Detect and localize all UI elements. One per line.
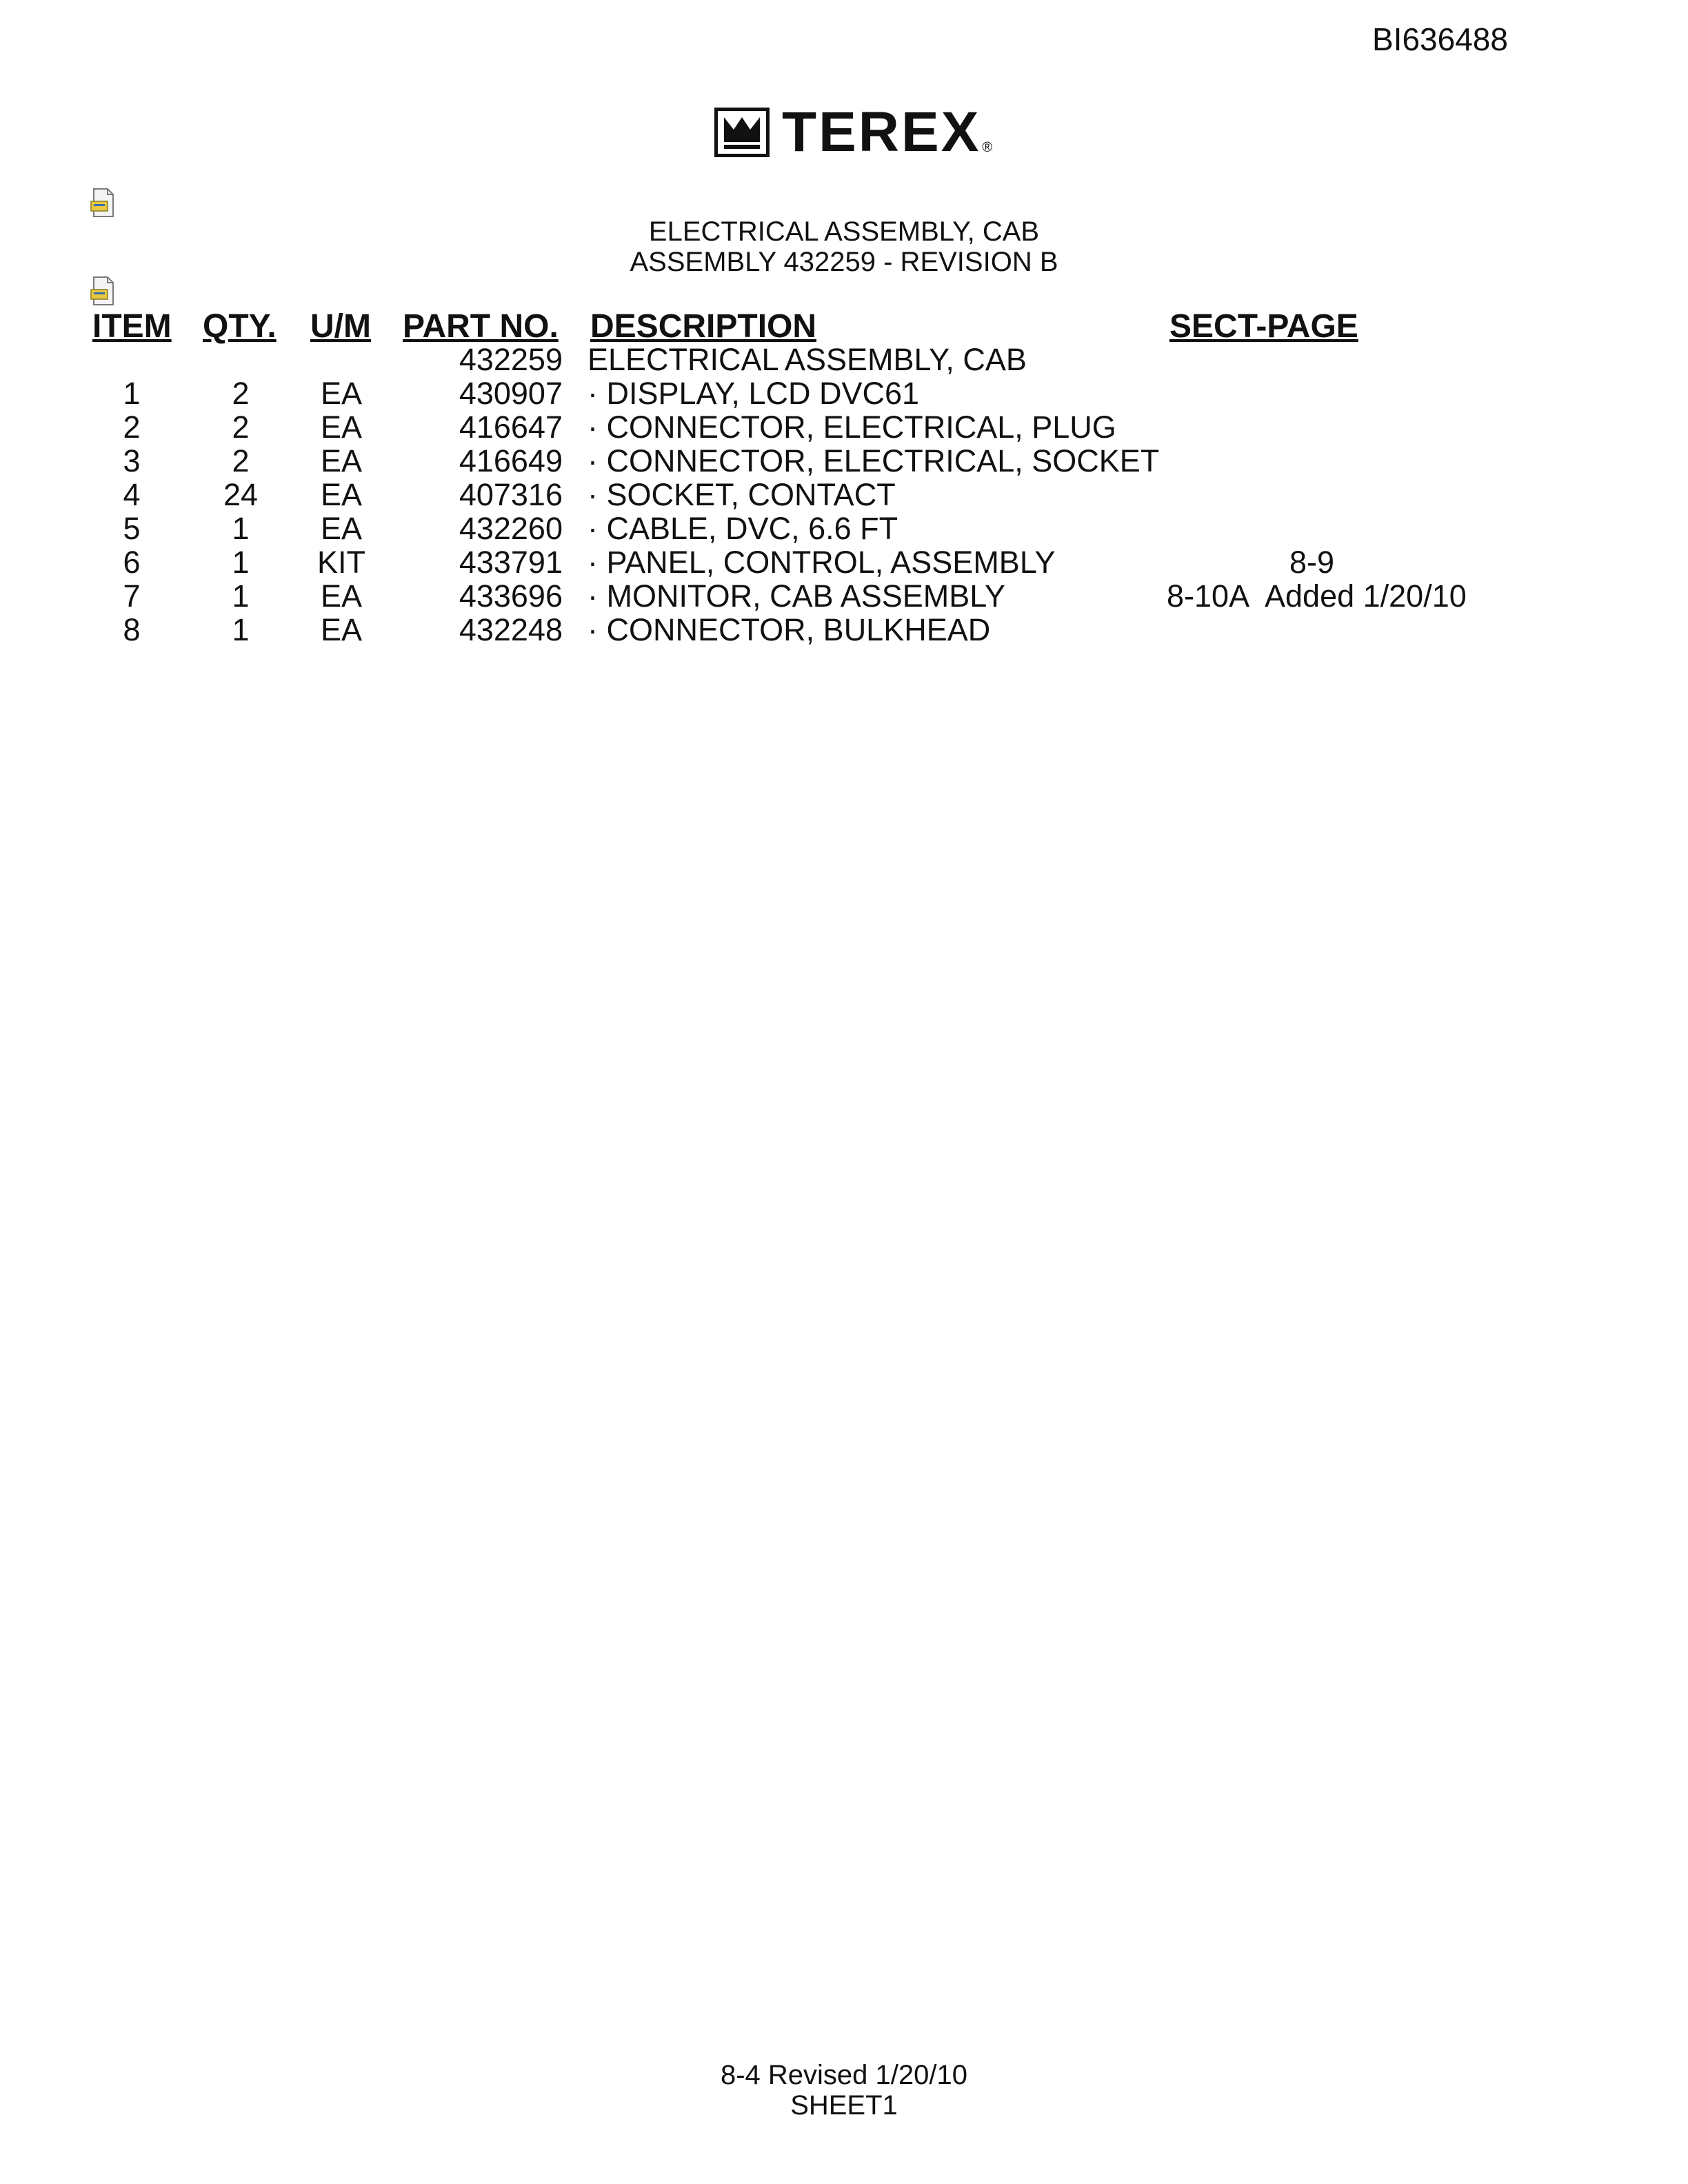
sect-page-cell: 8-10A: [1167, 578, 1250, 614]
part-no-cell: 432260: [459, 511, 563, 546]
table-row: [0, 342, 1688, 375]
um-cell: EA: [320, 410, 363, 445]
qty-cell: 1: [232, 511, 250, 546]
description-cell: · CONNECTOR, ELECTRICAL, PLUG: [587, 410, 1116, 445]
sect-page-cell: 8-9: [1289, 545, 1335, 580]
table-row: [0, 511, 1688, 544]
qty-cell: 2: [232, 376, 250, 411]
description-cell: · SOCKET, CONTACT: [587, 477, 896, 512]
note-cell: Added 1/20/10: [1265, 578, 1467, 614]
table-row: [0, 545, 1688, 578]
description-cell: · PANEL, CONTROL, ASSEMBLY: [587, 545, 1056, 580]
item-cell: 8: [123, 612, 141, 647]
item-cell: 4: [123, 477, 141, 512]
column-header-item: ITEM: [92, 308, 172, 345]
item-cell: 3: [123, 443, 141, 478]
description-cell: · CONNECTOR, BULKHEAD: [587, 612, 991, 647]
um-cell: EA: [320, 578, 363, 614]
um-cell: EA: [320, 511, 363, 546]
part-no-cell: 430907: [459, 376, 563, 411]
part-no-cell: 433791: [459, 545, 563, 580]
document-id: BI636488: [1372, 21, 1508, 57]
description-cell: · DISPLAY, LCD DVC61: [587, 376, 920, 411]
item-cell: 6: [123, 545, 141, 580]
page-footer-revision: 8-4 Revised 1/20/10: [720, 2060, 967, 2090]
um-cell: EA: [320, 376, 363, 411]
table-row: [0, 477, 1688, 510]
part-no-cell: 416647: [459, 410, 563, 445]
item-cell: 7: [123, 578, 141, 614]
qty-cell: 2: [232, 410, 250, 445]
table-row: [0, 410, 1688, 443]
item-cell: 5: [123, 511, 141, 546]
brand-wordmark: TEREX: [782, 101, 981, 163]
terex-logo: [714, 101, 993, 163]
page-footer-sheet: SHEET1: [790, 2090, 898, 2121]
embedded-file-icon[interactable]: [90, 188, 117, 218]
assembly-revision: ASSEMBLY 432259 - REVISION B: [630, 247, 1058, 277]
um-cell: EA: [320, 612, 363, 647]
embedded-file-icon[interactable]: [90, 276, 117, 306]
qty-cell: 24: [223, 477, 259, 512]
registered-mark-icon: ®: [982, 140, 993, 155]
column-header-qty: QTY.: [203, 308, 277, 345]
part-no-cell: 433696: [459, 578, 563, 614]
qty-cell: 1: [232, 578, 250, 614]
assembly-title: ELECTRICAL ASSEMBLY, CAB: [648, 216, 1040, 247]
table-row: [0, 443, 1688, 476]
column-header-description: DESCRIPTION: [590, 308, 817, 345]
part-no-cell: 432248: [459, 612, 563, 647]
terex-crown-logo-icon: [714, 108, 770, 157]
column-header-um: U/M: [310, 308, 371, 345]
part-no-cell: 416649: [459, 443, 563, 478]
description-cell: · CONNECTOR, ELECTRICAL, SOCKET: [587, 443, 1160, 478]
qty-cell: 1: [232, 612, 250, 647]
um-cell: EA: [320, 443, 363, 478]
column-header-sect-page: SECT-PAGE: [1169, 308, 1358, 345]
part-no-cell: 407316: [459, 477, 563, 512]
column-header-part-no: PART NO.: [403, 308, 559, 345]
description-cell: · MONITOR, CAB ASSEMBLY: [587, 578, 1005, 614]
item-cell: 1: [123, 376, 141, 411]
table-row: [0, 578, 1688, 614]
item-cell: 2: [123, 410, 141, 445]
um-cell: KIT: [316, 545, 365, 580]
part-no-cell: 432259: [459, 342, 563, 377]
description-cell: · CABLE, DVC, 6.6 FT: [587, 511, 898, 546]
um-cell: EA: [320, 477, 363, 512]
qty-cell: 1: [232, 545, 250, 580]
qty-cell: 2: [232, 443, 250, 478]
table-row: [0, 376, 1688, 409]
description-cell: ELECTRICAL ASSEMBLY, CAB: [587, 342, 1027, 377]
table-row: [0, 612, 1688, 645]
